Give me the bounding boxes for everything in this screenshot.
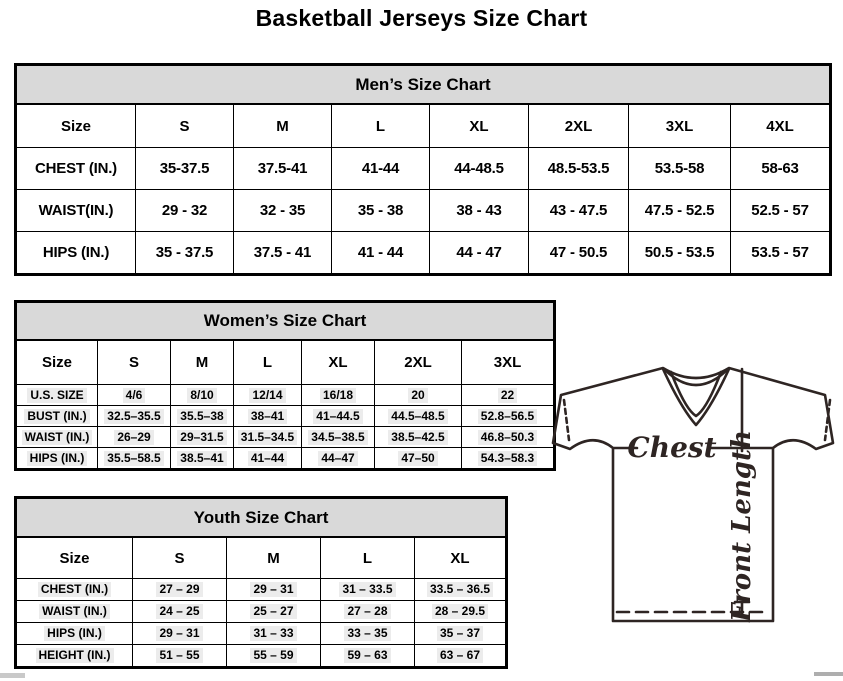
size-value-cell: 52.5 - 57 <box>731 190 831 232</box>
horizontal-scrollbar-thumb-right[interactable] <box>814 672 843 676</box>
row-label: BUST (IN.) <box>16 406 98 427</box>
size-value-cell: 59 – 63 <box>321 645 415 668</box>
size-value-cell: 22 <box>462 385 555 406</box>
table-row <box>16 148 831 190</box>
column-header: L <box>321 537 415 579</box>
table-row <box>16 232 831 275</box>
row-label: HIPS (IN.) <box>16 448 98 470</box>
size-value-cell: 38 - 43 <box>430 190 529 232</box>
size-value-cell: 28 – 29.5 <box>415 601 507 623</box>
size-value-cell: 29 – 31 <box>227 579 321 601</box>
table-row <box>16 385 555 406</box>
column-header: M <box>234 104 332 148</box>
size-value-cell: 32.5–35.5 <box>98 406 171 427</box>
size-value-cell: 44 - 47 <box>430 232 529 275</box>
column-header: S <box>136 104 234 148</box>
table-title: Women’s Size Chart <box>16 302 555 341</box>
size-value-cell: 16/18 <box>302 385 375 406</box>
size-value-cell: 33 – 35 <box>321 623 415 645</box>
size-value-cell: 58-63 <box>731 148 831 190</box>
size-value-cell: 53.5 - 57 <box>731 232 831 275</box>
size-value-cell: 4/6 <box>98 385 171 406</box>
table-title: Youth Size Chart <box>16 498 507 538</box>
column-header: XL <box>415 537 507 579</box>
table-row <box>16 448 555 470</box>
column-header: Size <box>16 537 133 579</box>
size-value-cell: 63 – 67 <box>415 645 507 668</box>
left-cuff-dashed-seam <box>564 400 569 440</box>
column-header: 4XL <box>731 104 831 148</box>
column-header: Size <box>16 340 98 385</box>
size-value-cell: 31 – 33.5 <box>321 579 415 601</box>
table-row <box>16 406 555 427</box>
size-value-cell: 48.5-53.5 <box>529 148 629 190</box>
jersey-outline <box>553 368 833 621</box>
size-value-cell: 38–41 <box>234 406 302 427</box>
size-value-cell: 24 – 25 <box>133 601 227 623</box>
size-value-cell: 52.8–56.5 <box>462 406 555 427</box>
table-row <box>16 190 831 232</box>
size-value-cell: 35 - 37.5 <box>136 232 234 275</box>
table-title-row <box>16 65 831 105</box>
size-value-cell: 38.5–42.5 <box>375 427 462 448</box>
size-value-cell: 50.5 - 53.5 <box>629 232 731 275</box>
size-value-cell: 35.5–38 <box>171 406 234 427</box>
row-label: WAIST (IN.) <box>16 601 133 623</box>
jersey-diagram-svg <box>551 354 843 676</box>
size-value-cell: 41–44.5 <box>302 406 375 427</box>
column-header: XL <box>430 104 529 148</box>
row-label: HEIGHT (IN.) <box>16 645 133 668</box>
column-header: L <box>332 104 430 148</box>
size-value-cell: 35.5–58.5 <box>98 448 171 470</box>
mens-size-chart-table <box>14 63 832 276</box>
row-label: CHEST (IN.) <box>16 148 136 190</box>
column-header: 3XL <box>462 340 555 385</box>
size-value-cell: 31.5–34.5 <box>234 427 302 448</box>
table-title-row <box>16 498 507 538</box>
size-value-cell: 41 - 44 <box>332 232 430 275</box>
size-value-cell: 47 - 50.5 <box>529 232 629 275</box>
table-row <box>16 579 507 601</box>
column-header: XL <box>302 340 375 385</box>
column-header: 2XL <box>529 104 629 148</box>
size-value-cell: 25 – 27 <box>227 601 321 623</box>
column-header: S <box>133 537 227 579</box>
size-value-cell: 51 – 55 <box>133 645 227 668</box>
row-label: HIPS (IN.) <box>16 232 136 275</box>
size-value-cell: 12/14 <box>234 385 302 406</box>
size-value-cell: 44–47 <box>302 448 375 470</box>
column-header-row <box>16 537 507 579</box>
womens-size-chart-table <box>14 300 556 471</box>
row-label: HIPS (IN.) <box>16 623 133 645</box>
size-value-cell: 47.5 - 52.5 <box>629 190 731 232</box>
size-value-cell: 27 – 29 <box>133 579 227 601</box>
youth-size-chart-table <box>14 496 508 669</box>
size-value-cell: 27 – 28 <box>321 601 415 623</box>
size-value-cell: 29 - 32 <box>136 190 234 232</box>
size-value-cell: 44.5–48.5 <box>375 406 462 427</box>
size-value-cell: 54.3–58.3 <box>462 448 555 470</box>
table-row <box>16 601 507 623</box>
size-value-cell: 37.5 - 41 <box>234 232 332 275</box>
size-value-cell: 35-37.5 <box>136 148 234 190</box>
size-value-cell: 20 <box>375 385 462 406</box>
column-header: S <box>98 340 171 385</box>
column-header: 2XL <box>375 340 462 385</box>
jersey-measurement-diagram <box>551 354 843 676</box>
size-value-cell: 37.5-41 <box>234 148 332 190</box>
size-value-cell: 55 – 59 <box>227 645 321 668</box>
size-value-cell: 44-48.5 <box>430 148 529 190</box>
column-header: Size <box>16 104 136 148</box>
column-header: 3XL <box>629 104 731 148</box>
size-value-cell: 31 – 33 <box>227 623 321 645</box>
table-row <box>16 427 555 448</box>
row-label: U.S. SIZE <box>16 385 98 406</box>
table-title: Men’s Size Chart <box>16 65 831 105</box>
size-value-cell: 34.5–38.5 <box>302 427 375 448</box>
size-value-cell: 41–44 <box>234 448 302 470</box>
size-value-cell: 35 - 38 <box>332 190 430 232</box>
size-value-cell: 46.8–50.3 <box>462 427 555 448</box>
size-value-cell: 41-44 <box>332 148 430 190</box>
size-value-cell: 35 – 37 <box>415 623 507 645</box>
column-header: M <box>227 537 321 579</box>
column-header: M <box>171 340 234 385</box>
size-value-cell: 29–31.5 <box>171 427 234 448</box>
size-value-cell: 29 – 31 <box>133 623 227 645</box>
row-label: CHEST (IN.) <box>16 579 133 601</box>
horizontal-scrollbar-thumb-left[interactable] <box>0 673 25 678</box>
table-title-row <box>16 302 555 341</box>
front-length-label: Front Length <box>727 430 757 622</box>
column-header: L <box>234 340 302 385</box>
size-value-cell: 38.5–41 <box>171 448 234 470</box>
column-header-row <box>16 104 831 148</box>
table-row <box>16 623 507 645</box>
size-value-cell: 43 - 47.5 <box>529 190 629 232</box>
size-value-cell: 33.5 – 36.5 <box>415 579 507 601</box>
size-value-cell: 47–50 <box>375 448 462 470</box>
size-value-cell: 8/10 <box>171 385 234 406</box>
row-label: WAIST (IN.) <box>16 427 98 448</box>
column-header-row <box>16 340 555 385</box>
size-value-cell: 26–29 <box>98 427 171 448</box>
size-value-cell: 32 - 35 <box>234 190 332 232</box>
page-title: Basketball Jerseys Size Chart <box>255 5 588 31</box>
row-label: WAIST(IN.) <box>16 190 136 232</box>
chest-label: Chest <box>627 431 717 464</box>
size-value-cell: 53.5-58 <box>629 148 731 190</box>
table-row <box>16 645 507 668</box>
